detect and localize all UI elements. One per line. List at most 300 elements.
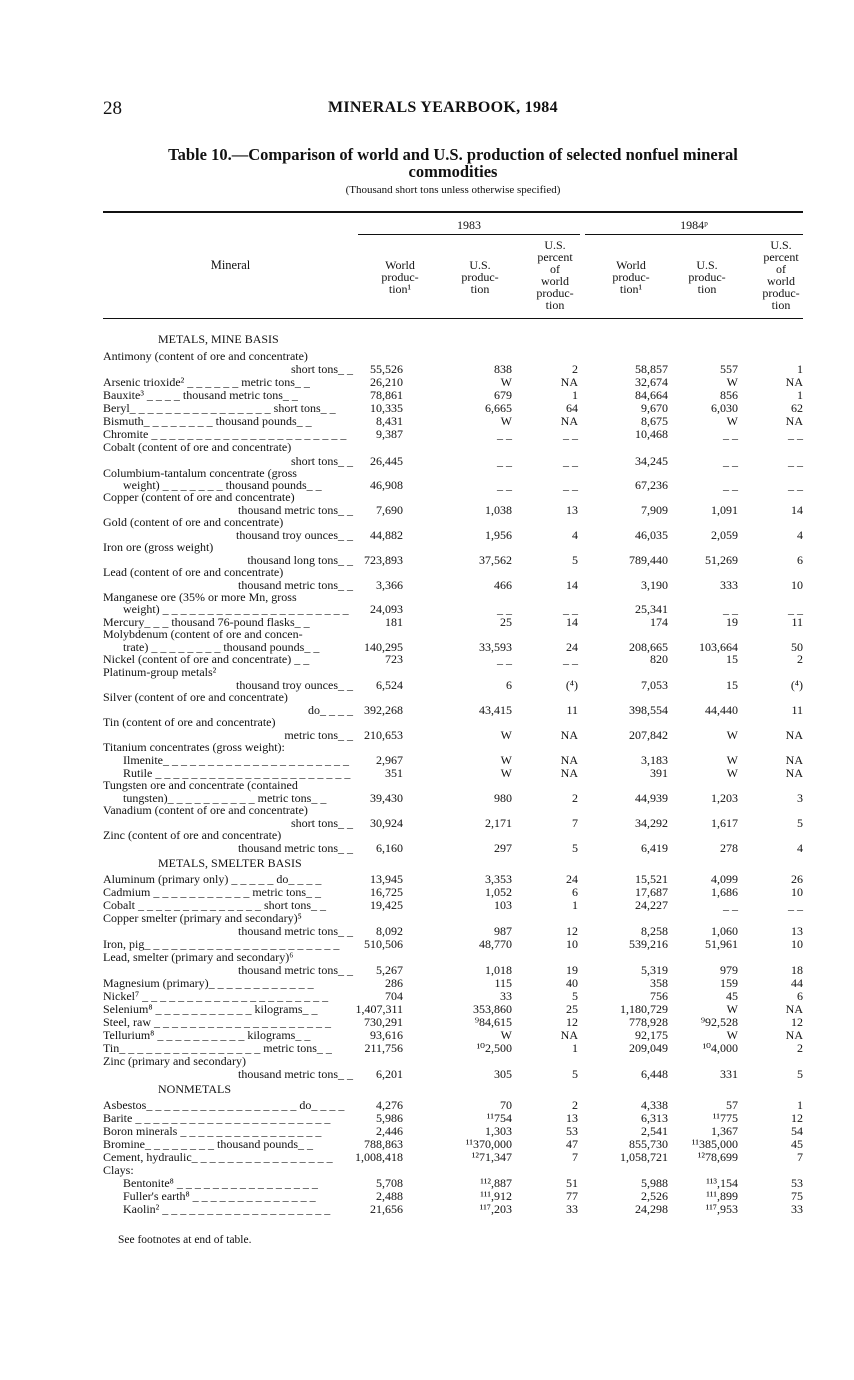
cell-world-1984: 4,338 <box>641 1098 668 1112</box>
mineral-label: Asbestos_ _ _ _ _ _ _ _ _ _ _ _ _ _ _ _ _ do_ _ _ _ <box>103 1098 345 1112</box>
mineral-label: Vanadium (content of ore and concentrate) <box>103 803 308 817</box>
mineral-label: Kaolin² _ _ _ _ _ _ _ _ _ _ _ _ _ _ _ _ _ _ _ <box>123 1202 331 1216</box>
cell-us-1984: ¹²78,699 <box>697 1150 738 1164</box>
cell-world-1984: 46,035 <box>635 528 668 542</box>
mineral-label: Antimony (content of ore and concentrate) <box>103 349 308 363</box>
cell-pct-1984: 11 <box>791 703 803 717</box>
cell-pct-1983: NA <box>560 414 578 428</box>
mineral-label: Cement, hydraulic_ _ _ _ _ _ _ _ _ _ _ _ _ _ _ _ <box>103 1150 333 1164</box>
col-header-us-1983: U.S. produc- tion <box>461 258 499 296</box>
cell-world-1983: 8,092 <box>376 924 403 938</box>
cell-pct-1983: 40 <box>566 976 578 990</box>
year-1983-rule <box>358 234 580 235</box>
cell-us-1983: ¹⁰2,500 <box>476 1041 512 1055</box>
cell-world-1983: 5,267 <box>376 963 403 977</box>
cell-world-1984: 5,988 <box>641 1176 668 1190</box>
mineral-label: Lead, smelter (primary and secondary)⁶ <box>103 950 294 964</box>
cell-pct-1984: 1 <box>797 1098 803 1112</box>
cell-world-1983: 510,506 <box>364 937 403 951</box>
cell-world-1984: 398,554 <box>629 703 668 717</box>
header-bottom-rule <box>103 318 803 319</box>
cell-pct-1984: 14 <box>791 503 803 517</box>
cell-world-1983: 5,986 <box>376 1111 403 1125</box>
cell-us-1983: _ _ <box>497 478 512 492</box>
cell-us-1984: 45 <box>726 989 738 1003</box>
cell-us-1984: 15 <box>726 678 738 692</box>
cell-pct-1984: _ _ <box>788 898 803 912</box>
cell-pct-1983: 2 <box>572 1098 578 1112</box>
cell-us-1984: ¹¹775 <box>712 1111 738 1125</box>
cell-pct-1983: 14 <box>566 578 578 592</box>
cell-pct-1983: NA <box>560 728 578 742</box>
cell-pct-1983: 6 <box>572 885 578 899</box>
mineral-label: Fuller's earth⁸ _ _ _ _ _ _ _ _ _ _ _ _ _ _ <box>123 1189 316 1203</box>
cell-pct-1984: 5 <box>797 816 803 830</box>
cell-pct-1984: 75 <box>791 1189 803 1203</box>
cell-us-1983: 305 <box>494 1067 512 1081</box>
mineral-label: Selenium⁸ _ _ _ _ _ _ _ _ _ _ _ kilograms_ _ <box>103 1002 318 1016</box>
mineral-label: Tellurium⁸ _ _ _ _ _ _ _ _ _ _ kilograms_ _ <box>103 1028 311 1042</box>
cell-world-1984: 8,258 <box>641 924 668 938</box>
cell-pct-1983: 12 <box>566 1015 578 1029</box>
table-row <box>103 491 803 504</box>
mineral-label: short tons_ _ <box>290 362 353 376</box>
cell-us-1983: W <box>500 375 512 389</box>
cell-world-1984: 207,842 <box>629 728 668 742</box>
cell-us-1984: ¹¹¹,899 <box>706 1189 738 1203</box>
cell-world-1984: 6,448 <box>641 1067 668 1081</box>
cell-pct-1984: 12 <box>791 1015 803 1029</box>
cell-world-1983: 19,425 <box>370 898 403 912</box>
cell-us-1983: 838 <box>494 362 512 376</box>
section-title: METALS, SMELTER BASIS <box>158 856 302 870</box>
cell-pct-1984: NA <box>785 1002 803 1016</box>
cell-world-1984: 391 <box>650 766 668 780</box>
cell-us-1983: 679 <box>494 388 512 402</box>
cell-us-1984: 557 <box>720 362 738 376</box>
cell-world-1984: 778,928 <box>629 1015 668 1029</box>
cell-world-1983: 2,967 <box>376 753 403 767</box>
mineral-label: thousand troy ounces_ _ <box>236 678 353 692</box>
cell-us-1983: W <box>500 1028 512 1042</box>
cell-us-1984: 57 <box>726 1098 738 1112</box>
cell-pct-1983: 13 <box>566 1111 578 1125</box>
cell-world-1984: 6,419 <box>641 841 668 855</box>
cell-pct-1984: 44 <box>791 976 803 990</box>
table-row <box>103 716 803 729</box>
cell-us-1983: 987 <box>494 924 512 938</box>
cell-pct-1984: NA <box>785 414 803 428</box>
col-header-pct-1983: U.S. percent of world produc- tion <box>536 238 574 312</box>
table-row <box>103 1055 803 1068</box>
table-row <box>103 804 803 817</box>
mineral-label: Copper (content of ore and concentrate) <box>103 490 295 504</box>
cell-us-1983: 6 <box>506 678 512 692</box>
cell-pct-1983: (⁴) <box>565 678 578 692</box>
cell-us-1984: ¹⁰4,000 <box>702 1041 738 1055</box>
cell-pct-1983: _ _ <box>563 427 578 441</box>
cell-world-1983: 210,653 <box>364 728 403 742</box>
cell-us-1983: 48,770 <box>479 937 512 951</box>
mineral-label: Titanium concentrates (gross weight): <box>103 740 285 754</box>
cell-pct-1983: 77 <box>566 1189 578 1203</box>
col-header-pct-1984: U.S. percent of world produc- tion <box>762 238 800 312</box>
cell-world-1984: 24,227 <box>635 898 668 912</box>
cell-pct-1983: _ _ <box>563 602 578 616</box>
mineral-label: weight) _ _ _ _ _ _ _ thousand pounds_ _ <box>123 478 322 492</box>
cell-us-1984: W <box>726 375 738 389</box>
cell-pct-1983: 14 <box>566 615 578 629</box>
year-1983-heading: 1983 <box>457 218 481 232</box>
cell-pct-1983: 7 <box>572 816 578 830</box>
cell-world-1983: 1,008,418 <box>355 1150 403 1164</box>
cell-world-1983: 181 <box>385 615 403 629</box>
cell-us-1984: 6,030 <box>711 401 738 415</box>
cell-world-1984: 25,341 <box>635 602 668 616</box>
cell-pct-1984: NA <box>785 728 803 742</box>
cell-world-1984: 208,665 <box>629 640 668 654</box>
cell-world-1983: 2,446 <box>376 1124 403 1138</box>
mineral-label: Iron, pig_ _ _ _ _ _ _ _ _ _ _ _ _ _ _ _ _ _ _ _ _ _ <box>103 937 340 951</box>
cell-pct-1983: 25 <box>566 1002 578 1016</box>
mineral-label: short tons_ _ <box>290 454 353 468</box>
cell-world-1983: 10,335 <box>370 401 403 415</box>
table-top-rule <box>103 211 803 213</box>
mineral-label: Tin_ _ _ _ _ _ _ _ _ _ _ _ _ _ _ _ metric tons_ _ <box>103 1041 332 1055</box>
cell-pct-1983: 33 <box>566 1202 578 1216</box>
mineral-label: Chromite _ _ _ _ _ _ _ _ _ _ _ _ _ _ _ _ _ _ _ _ _ _ <box>103 427 347 441</box>
cell-world-1984: 1,058,721 <box>620 1150 668 1164</box>
mineral-label: thousand long tons_ _ <box>247 553 353 567</box>
cell-us-1984: W <box>726 1002 738 1016</box>
cell-world-1984: 67,236 <box>635 478 668 492</box>
section-title: METALS, MINE BASIS <box>158 332 279 346</box>
mineral-label: Cadmium _ _ _ _ _ _ _ _ _ _ _ metric tons_ _ <box>103 885 321 899</box>
mineral-label: thousand troy ounces_ _ <box>236 528 353 542</box>
cell-us-1983: ⁹84,615 <box>474 1015 512 1029</box>
cell-world-1984: 92,175 <box>635 1028 668 1042</box>
cell-pct-1983: 5 <box>572 989 578 1003</box>
cell-us-1983: _ _ <box>497 427 512 441</box>
section-heading <box>103 1083 803 1096</box>
cell-world-1984: 58,857 <box>635 362 668 376</box>
cell-world-1984: 3,190 <box>641 578 668 592</box>
cell-world-1983: 6,524 <box>376 678 403 692</box>
cell-world-1983: 704 <box>385 989 403 1003</box>
cell-world-1984: 855,730 <box>629 1137 668 1151</box>
table-row <box>103 912 803 925</box>
mineral-label: trate) _ _ _ _ _ _ _ _ thousand pounds_ _ <box>123 640 320 654</box>
cell-pct-1983: _ _ <box>563 652 578 666</box>
cell-world-1983: 46,908 <box>370 478 403 492</box>
cell-us-1984: 1,060 <box>711 924 738 938</box>
mineral-label: Nickel (content of ore and concentrate) _ _ <box>103 652 310 666</box>
cell-pct-1983: NA <box>560 766 578 780</box>
cell-pct-1983: 1 <box>572 388 578 402</box>
cell-pct-1983: 7 <box>572 1150 578 1164</box>
col-header-us-1984: U.S. produc- tion <box>688 258 726 296</box>
cell-world-1984: 34,245 <box>635 454 668 468</box>
cell-world-1984: 756 <box>650 989 668 1003</box>
cell-us-1984: 1,686 <box>711 885 738 899</box>
cell-us-1984: 51,961 <box>705 937 738 951</box>
cell-us-1984: 1,617 <box>711 816 738 830</box>
mineral-label: Molybdenum (content of ore and concen- <box>103 627 303 641</box>
cell-us-1983: 353,860 <box>473 1002 512 1016</box>
cell-pct-1984: NA <box>785 766 803 780</box>
cell-us-1984: _ _ <box>723 478 738 492</box>
cell-us-1983: ¹¹370,000 <box>465 1137 512 1151</box>
cell-world-1984: 174 <box>650 615 668 629</box>
cell-us-1983: 980 <box>494 791 512 805</box>
cell-pct-1984: 10 <box>791 937 803 951</box>
table-row <box>103 666 803 679</box>
table-title <box>103 146 803 180</box>
cell-us-1984: ¹¹³,154 <box>706 1176 738 1190</box>
mineral-label: Zinc (content of ore and concentrate) <box>103 828 282 842</box>
cell-world-1984: 5,319 <box>641 963 668 977</box>
mineral-label: Bismuth_ _ _ _ _ _ _ _ thousand pounds_ _ <box>103 414 312 428</box>
cell-world-1984: 2,526 <box>641 1189 668 1203</box>
cell-pct-1983: NA <box>560 375 578 389</box>
mineral-label: thousand metric tons_ _ <box>238 578 353 592</box>
cell-world-1983: 211,756 <box>364 1041 403 1055</box>
cell-world-1983: 6,201 <box>376 1067 403 1081</box>
cell-world-1984: 7,909 <box>641 503 668 517</box>
cell-pct-1984: NA <box>785 753 803 767</box>
cell-world-1984: 6,313 <box>641 1111 668 1125</box>
cell-world-1983: 16,725 <box>370 885 403 899</box>
cell-world-1983: 392,268 <box>364 703 403 717</box>
cell-world-1983: 730,291 <box>364 1015 403 1029</box>
cell-us-1983: ¹¹¹,912 <box>480 1189 512 1203</box>
cell-world-1983: 93,616 <box>370 1028 403 1042</box>
table-row <box>103 691 803 704</box>
cell-us-1984: 51,269 <box>705 553 738 567</box>
cell-pct-1984: _ _ <box>788 478 803 492</box>
cell-us-1983: 2,171 <box>485 816 512 830</box>
cell-pct-1984: _ _ <box>788 602 803 616</box>
cell-pct-1983: 53 <box>566 1124 578 1138</box>
cell-us-1984: ¹¹385,000 <box>691 1137 738 1151</box>
cell-world-1983: 2,488 <box>376 1189 403 1203</box>
mineral-label: Rutile _ _ _ _ _ _ _ _ _ _ _ _ _ _ _ _ _ _ _ _ _ _ <box>123 766 351 780</box>
cell-us-1984: 4,099 <box>711 872 738 886</box>
cell-world-1983: 26,445 <box>370 454 403 468</box>
cell-world-1983: 4,276 <box>376 1098 403 1112</box>
table-row <box>103 829 803 842</box>
cell-world-1983: 55,526 <box>370 362 403 376</box>
section-heading <box>103 857 803 870</box>
cell-pct-1983: NA <box>560 1028 578 1042</box>
cell-world-1984: 7,053 <box>641 678 668 692</box>
cell-world-1983: 788,863 <box>364 1137 403 1151</box>
cell-pct-1984: 1 <box>797 362 803 376</box>
cell-world-1984: 15,521 <box>635 872 668 886</box>
cell-world-1983: 13,945 <box>370 872 403 886</box>
cell-us-1984: 159 <box>720 976 738 990</box>
cell-world-1983: 286 <box>385 976 403 990</box>
mineral-label: Bentonite⁸ _ _ _ _ _ _ _ _ _ _ _ _ _ _ _ _ <box>123 1176 318 1190</box>
mineral-label: Bauxite³ _ _ _ _ thousand metric tons_ _ <box>103 388 298 402</box>
cell-world-1984: 358 <box>650 976 668 990</box>
col-header-world-1983: World produc- tion¹ <box>381 258 419 296</box>
mineral-label: Beryl_ _ _ _ _ _ _ _ _ _ _ _ _ _ _ _ short tons_ _ <box>103 401 336 415</box>
cell-us-1983: _ _ <box>497 454 512 468</box>
cell-us-1984: 333 <box>720 578 738 592</box>
cell-us-1983: ¹²71,347 <box>471 1150 512 1164</box>
cell-pct-1984: 5 <box>797 1067 803 1081</box>
cell-world-1983: 723 <box>385 652 403 666</box>
cell-pct-1984: _ _ <box>788 454 803 468</box>
cell-us-1983: 3,353 <box>485 872 512 886</box>
cell-pct-1984: 11 <box>791 615 803 629</box>
cell-world-1983: 30,924 <box>370 816 403 830</box>
table-row <box>103 951 803 964</box>
cell-us-1983: 1,018 <box>485 963 512 977</box>
cell-us-1983: ¹¹754 <box>486 1111 512 1125</box>
cell-pct-1983: 1 <box>572 898 578 912</box>
cell-pct-1983: _ _ <box>563 454 578 468</box>
cell-world-1983: 3,366 <box>376 578 403 592</box>
mineral-label: Barite _ _ _ _ _ _ _ _ _ _ _ _ _ _ _ _ _ _ _ _ _ _ <box>103 1111 331 1125</box>
cell-pct-1983: 10 <box>566 937 578 951</box>
table-subtitle: (Thousand short tons unless otherwise specified) <box>345 184 561 196</box>
table-row <box>103 1203 803 1216</box>
mineral-label: tungsten)_ _ _ _ _ _ _ _ _ _ metric tons_ _ <box>123 791 327 805</box>
col-header-world-1984: World produc- tion¹ <box>612 258 650 296</box>
cell-us-1983: 37,562 <box>479 553 512 567</box>
cell-us-1984: 1,091 <box>711 503 738 517</box>
cell-pct-1984: 1 <box>797 388 803 402</box>
cell-pct-1984: 13 <box>791 924 803 938</box>
cell-world-1984: 8,675 <box>641 414 668 428</box>
mineral-label: Bromine_ _ _ _ _ _ _ _ thousand pounds_ _ <box>103 1137 313 1151</box>
mineral-label: Steel, raw _ _ _ _ _ _ _ _ _ _ _ _ _ _ _ _ _ _ _ _ <box>103 1015 331 1029</box>
mineral-label: Aluminum (primary only) _ _ _ _ _ do_ _ _ _ <box>103 872 322 886</box>
mineral-label: Tungsten ore and concentrate (contained <box>103 778 298 792</box>
cell-pct-1984: 10 <box>791 885 803 899</box>
cell-pct-1983: 51 <box>566 1176 578 1190</box>
cell-pct-1984: _ _ <box>788 427 803 441</box>
page-number: 28 <box>103 98 122 119</box>
cell-world-1983: 44,882 <box>370 528 403 542</box>
cell-us-1983: 103 <box>494 898 512 912</box>
cell-us-1984: 15 <box>726 652 738 666</box>
cell-us-1984: 1,367 <box>711 1124 738 1138</box>
mineral-label: Ilmenite_ _ _ _ _ _ _ _ _ _ _ _ _ _ _ _ _ _ _ _ _ <box>123 753 349 767</box>
mineral-label: Manganese ore (35% or more Mn, gross <box>103 590 297 604</box>
mineral-label: Nickel⁷ _ _ _ _ _ _ _ _ _ _ _ _ _ _ _ _ _ _ _ _ _ <box>103 989 329 1003</box>
cell-us-1984: ⁹92,528 <box>700 1015 738 1029</box>
cell-us-1983: 1,052 <box>485 885 512 899</box>
cell-pct-1983: 12 <box>566 924 578 938</box>
cell-world-1984: 32,674 <box>635 375 668 389</box>
cell-world-1983: 9,387 <box>376 427 403 441</box>
cell-world-1984: 1,180,729 <box>620 1002 668 1016</box>
cell-us-1984: W <box>726 728 738 742</box>
cell-world-1983: 1,407,311 <box>355 1002 403 1016</box>
cell-pct-1984: 4 <box>797 841 803 855</box>
cell-pct-1983: 47 <box>566 1137 578 1151</box>
mineral-label: Cobalt (content of ore and concentrate) <box>103 440 292 454</box>
table-row <box>103 541 803 554</box>
cell-world-1984: 44,939 <box>635 791 668 805</box>
cell-us-1983: 115 <box>494 976 512 990</box>
cell-us-1983: 33,593 <box>479 640 512 654</box>
mineral-label: metric tons_ _ <box>284 728 353 742</box>
cell-pct-1983: 19 <box>566 963 578 977</box>
cell-pct-1984: 18 <box>791 963 803 977</box>
cell-world-1984: 209,049 <box>629 1041 668 1055</box>
table-row <box>103 566 803 579</box>
mineral-label: Platinum-group metals² <box>103 665 217 679</box>
cell-us-1984: W <box>726 1028 738 1042</box>
mineral-label: Tin (content of ore and concentrate) <box>103 715 276 729</box>
cell-pct-1983: _ _ <box>563 478 578 492</box>
cell-us-1984: 278 <box>720 841 738 855</box>
table-row <box>103 1068 803 1081</box>
cell-us-1984: ¹¹⁷,953 <box>705 1202 738 1216</box>
cell-us-1983: 1,303 <box>485 1124 512 1138</box>
running-head: MINERALS YEARBOOK, 1984 <box>328 99 558 116</box>
mineral-label: Lead (content of ore and concentrate) <box>103 565 284 579</box>
mineral-label: thousand metric tons_ _ <box>238 924 353 938</box>
cell-pct-1983: 13 <box>566 503 578 517</box>
cell-world-1983: 24,093 <box>370 602 403 616</box>
table-row <box>103 516 803 529</box>
cell-us-1983: 33 <box>500 989 512 1003</box>
cell-world-1983: 351 <box>385 766 403 780</box>
cell-pct-1984: 26 <box>791 872 803 886</box>
section-heading <box>103 333 803 346</box>
year-1984-rule <box>585 234 803 235</box>
cell-pct-1984: 50 <box>791 640 803 654</box>
cell-pct-1984: 6 <box>797 989 803 1003</box>
mineral-column-header: Mineral <box>210 258 251 272</box>
mineral-label: Magnesium (primary)_ _ _ _ _ _ _ _ _ _ _ _ <box>103 976 314 990</box>
table-row <box>103 1151 803 1164</box>
cell-pct-1984: (⁴) <box>790 678 803 692</box>
cell-us-1983: 43,415 <box>479 703 512 717</box>
cell-world-1984: 17,687 <box>635 885 668 899</box>
cell-us-1984: 979 <box>720 963 738 977</box>
table-title-line-2: commodities <box>408 162 498 181</box>
cell-us-1983: _ _ <box>497 652 512 666</box>
cell-us-1983: 297 <box>494 841 512 855</box>
cell-pct-1983: 11 <box>566 703 578 717</box>
cell-world-1984: 3,183 <box>641 753 668 767</box>
cell-world-1984: 24,298 <box>635 1202 668 1216</box>
mineral-label: Zinc (primary and secondary) <box>103 1054 246 1068</box>
table-row <box>103 842 803 855</box>
cell-world-1983: 7,690 <box>376 503 403 517</box>
cell-pct-1983: 4 <box>572 528 578 542</box>
cell-us-1984: W <box>726 766 738 780</box>
cell-pct-1983: NA <box>560 753 578 767</box>
cell-us-1984: 2,059 <box>711 528 738 542</box>
cell-pct-1984: 54 <box>791 1124 803 1138</box>
cell-us-1984: _ _ <box>723 898 738 912</box>
cell-pct-1984: 12 <box>791 1111 803 1125</box>
cell-world-1983: 5,708 <box>376 1176 403 1190</box>
cell-pct-1983: 1 <box>572 1041 578 1055</box>
cell-us-1984: W <box>726 414 738 428</box>
mineral-label: Silver (content of ore and concentrate) <box>103 690 288 704</box>
cell-us-1983: 466 <box>494 578 512 592</box>
cell-us-1984: 19 <box>726 615 738 629</box>
cell-us-1983: 6,665 <box>485 401 512 415</box>
